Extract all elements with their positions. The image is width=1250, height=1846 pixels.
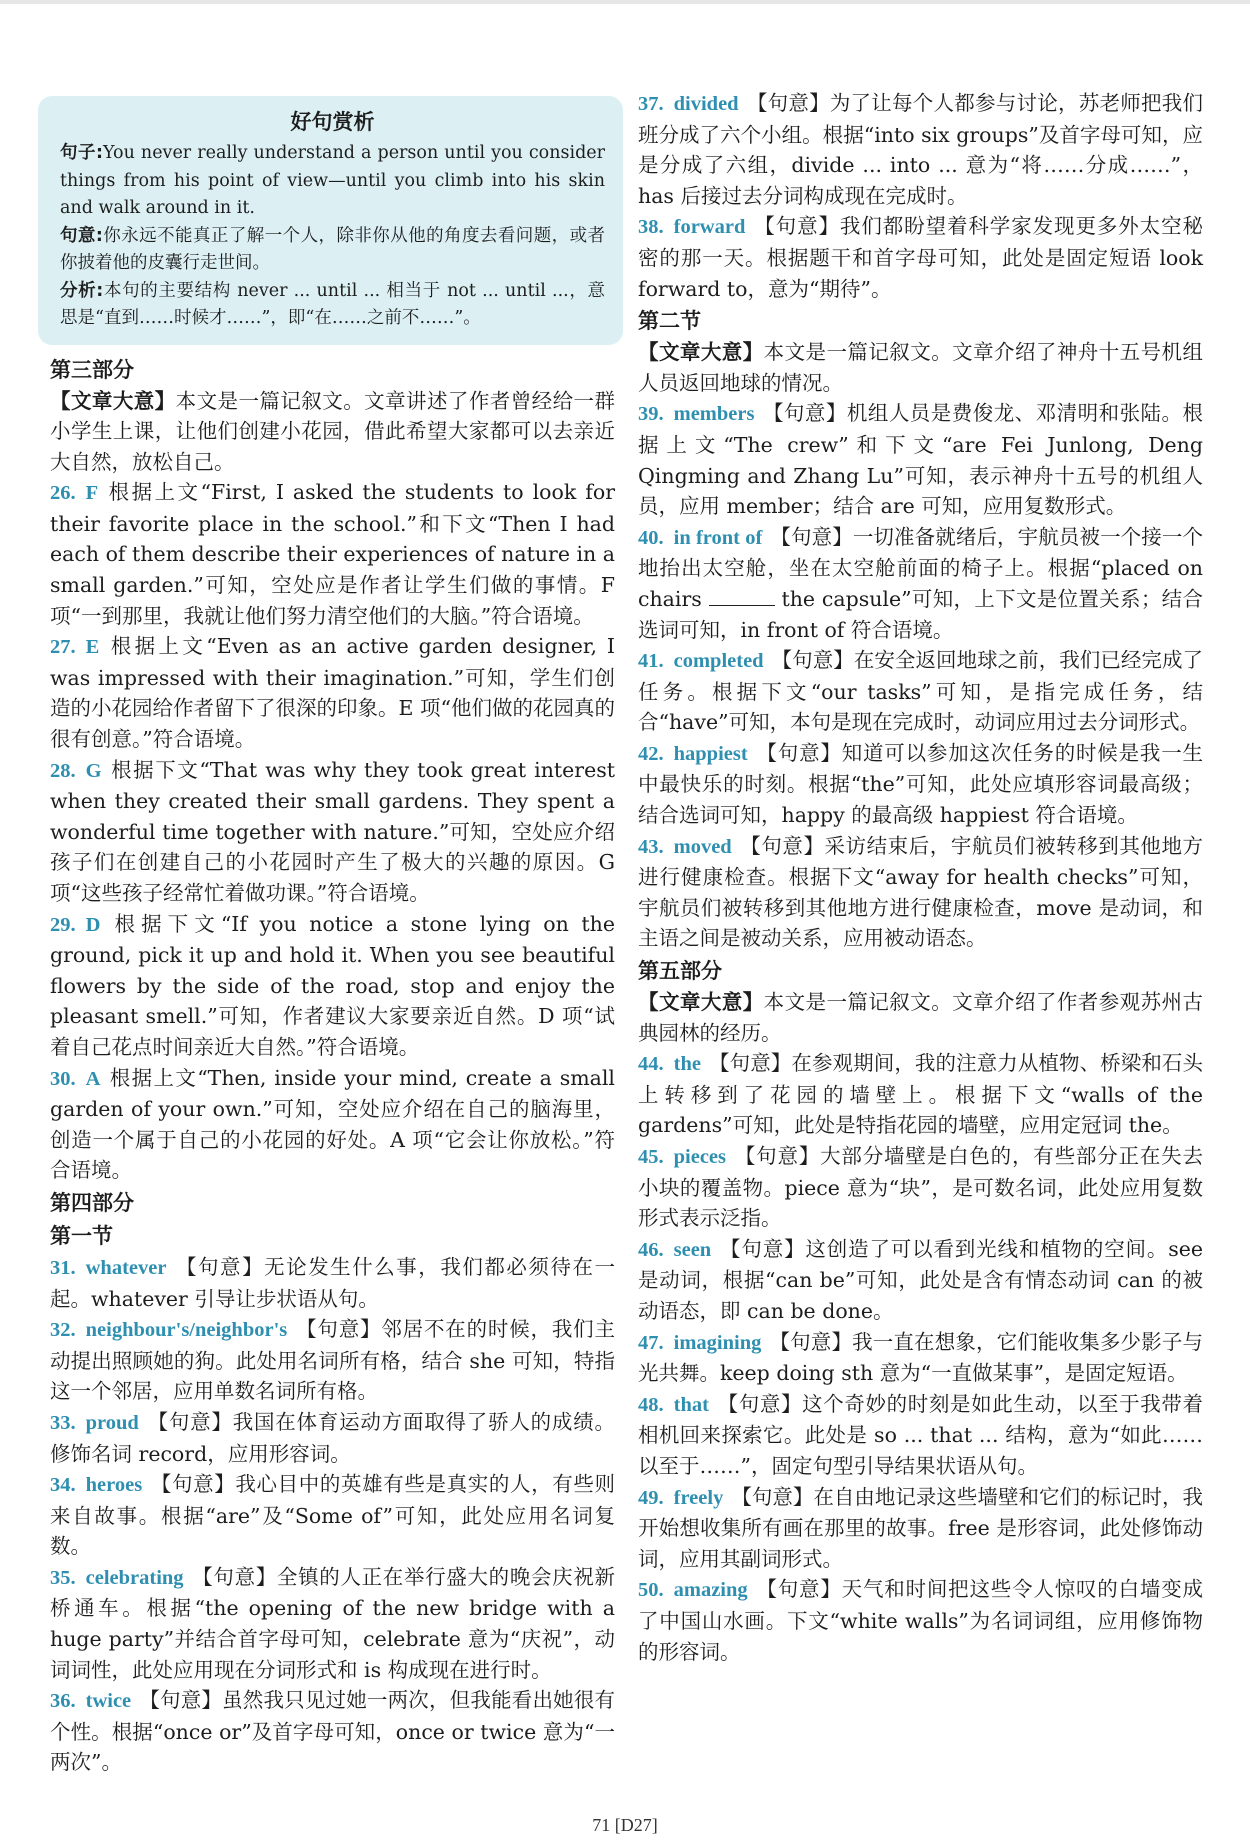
explanation-text: 我国在体育运动方面取得了骄人的成绩。修饰名词 record，应用形容词。 — [50, 1409, 615, 1466]
question-number: 37. — [638, 93, 664, 115]
explanation-text: 机组人员是费俊龙、邓清明和张陆。根据上文“The crew”和下文“are Fei Junlong, Deng Qingming and Zhang Lu”可知，表示神舟十五号的机组人员，应用 member；结合 are 可知，应用复数形式。 — [638, 401, 1204, 519]
answer-word: that — [673, 1393, 709, 1416]
part4-right-items-b — [638, 398, 1203, 954]
question-number: 41. — [638, 650, 664, 673]
part5-summary: 【文章大意】本文是一篇记叙文。文章介绍了作者参观苏州古典园林的经历。 — [638, 990, 1204, 1045]
meaning-tag: 【句意】 — [295, 1317, 382, 1342]
answer-item — [638, 1048, 1203, 1141]
answer-item — [50, 631, 615, 754]
question-number: 45. — [638, 1146, 664, 1168]
meaning-tag: 【句意】 — [719, 1236, 806, 1261]
box-analysis: 分析:本句的主要结构 never ... until ... 相当于 not ... until ...，意思是“直到……时候才……”，即“在……之前不……”。 — [60, 280, 605, 328]
meaning-tag: 【句意】 — [762, 401, 847, 426]
page-footer — [0, 1810, 1250, 1841]
explanation-text: 这创造了可以看到光线和植物的空间。see 是动词，根据“can be”可知，此处是含有情态动词 can 的被动语态，即 can be done。 — [638, 1236, 1204, 1323]
explanation-text: 全镇的人正在举行盛大的晚会庆祝新桥通车。根据“the opening of the new bridge with a huge party”并结合首字母可知，celebrate 意为“庆祝”，动词词性，此处应用现在分词形式和 is 构成现在进行时。 — [50, 1564, 616, 1682]
answer-letter: F — [85, 482, 99, 505]
question-number: 49. — [638, 1486, 664, 1509]
explanation-text: the capsule”可知，上下文是位置关系；结合选词可知，in front of 符合语境。 — [638, 586, 1203, 642]
part3-heading: 第三部分 — [50, 357, 134, 382]
answer-item — [638, 88, 1203, 211]
explanation-text: 在参观期间，我的注意力从植物、桥梁和石头上转移到了花园的墙壁上。根据下文“walls of the gardens”可知，此处是特指花园的墙壁，应用定冠词 the。 — [638, 1051, 1204, 1138]
explanation-text: 在安全返回地球之前，我们已经完成了任务。根据下文“our tasks”可知，是指完成任务，结合“have”可知，本句是现在完成时，动词应用过去分词形式。 — [638, 648, 1204, 735]
left-column — [50, 96, 615, 1778]
explanation-text: 大部分墙壁是白色的，有些部分正在失去小块的覆盖物。piece 意为“块”，是可数名词，此处应用复数形式表示泛指。 — [638, 1144, 1204, 1231]
question-number: 35. — [50, 1566, 76, 1589]
explanation-text: 知道可以参加这次任务的时候是我一生中最快乐的时刻。根据“the”可知，此处应填形容词最高级；结合选词可知，happy 的最高级 happiest 符合语境。 — [638, 740, 1204, 828]
explanation-text: 根据上文“First, I asked the students to look for their favorite place in the school.”和下文“Then I had each of them describe their experiences of nature in a small garden.”可知，空处应是作者让学生们做的事情。F 项“一到那里，我就让他们努力清空他们的大脑。”符合语境。 — [50, 480, 615, 628]
meaning-tag: 【句意】 — [139, 1688, 223, 1713]
question-number: 43. — [638, 835, 664, 858]
answer-item — [50, 1252, 615, 1314]
question-number: 39. — [638, 403, 664, 426]
question-number: 40. — [638, 526, 664, 549]
explanation-text: 我心目中的英雄有些是真实的人，有些则来自故事。根据“are”及“Some of”可知，此处应用名词复数。 — [50, 1472, 616, 1559]
answer-item — [50, 755, 615, 909]
answer-word: imagining — [673, 1331, 762, 1354]
answer-item — [50, 1469, 615, 1562]
explanation-text: 一切准备就绪后，宇航员被一个接一个地抬出太空舱，坐在太空舱前面的椅子上。根据“placed on chairs — [638, 524, 1204, 611]
meaning-tag: 【句意】 — [753, 214, 840, 239]
answer-item — [638, 1482, 1203, 1575]
answer-word: freely — [673, 1486, 724, 1509]
answer-item — [638, 1141, 1203, 1234]
answer-word: whatever — [85, 1256, 167, 1279]
answer-item — [638, 1327, 1203, 1389]
answer-item — [50, 1562, 615, 1685]
meaning-tag: 【句意】 — [146, 1409, 233, 1434]
answer-word: divided — [673, 93, 739, 115]
top-edge — [0, 0, 1250, 4]
part3-items — [50, 477, 615, 1186]
answer-word: moved — [673, 835, 732, 858]
question-number: 26. — [50, 482, 76, 505]
question-number: 42. — [638, 742, 664, 765]
explanation-text: 邻居不在的时候，我们主动提出照顾她的狗。此处用名词所有格，结合 she 可知，特指这一个邻居，应用单数名词所有格。 — [50, 1317, 615, 1404]
answer-word: amazing — [673, 1579, 748, 1602]
answer-letter: D — [85, 913, 101, 936]
meaning-tag: 【句意】 — [755, 740, 842, 765]
meaning-tag: 【句意】 — [191, 1564, 277, 1589]
question-number: 31. — [50, 1256, 76, 1279]
meaning-tag: 【句意】 — [755, 1577, 842, 1602]
explanation-text: 根据下文“If you notice a stone lying on the ground, pick it up and hold it. When you see beautiful flowers by the side of the road, stop and enjoy the pleasant smell.”可知，作者建议大家要亲近自然。D 项“试着自己花点时间亲近大自然。”符合语境。 — [50, 911, 615, 1059]
part4-left-items — [50, 1252, 615, 1778]
meaning-tag: 【句意】 — [174, 1254, 265, 1279]
answer-item — [638, 645, 1203, 738]
answer-item — [50, 1407, 615, 1469]
explanation-text: 在自由地记录这些墙壁和它们的标记时，我开始想收集所有画在那里的故事。free 是形容词，此处修饰动词，应用其副词形式。 — [638, 1484, 1204, 1571]
answer-word: twice — [85, 1690, 132, 1713]
answer-item — [638, 1389, 1203, 1482]
meaning-tag: 【句意】 — [769, 1329, 853, 1354]
answer-item — [638, 1574, 1203, 1667]
answer-letter: E — [85, 636, 100, 659]
answer-word: happiest — [673, 742, 748, 765]
answer-word: celebrating — [85, 1566, 184, 1589]
explanation-text: 根据上文“Then, inside your mind, create a small garden of your own.”可知，空处应介绍在自己的脑海里，创造一个属于自己的小花园的好处。A 项“它会让你放松。”符合语境。 — [50, 1065, 615, 1183]
answer-item — [50, 477, 615, 631]
answer-item — [638, 738, 1203, 831]
question-number: 50. — [638, 1579, 664, 1602]
part4-section2-heading: 第二节 — [638, 309, 701, 334]
question-number: 33. — [50, 1411, 76, 1434]
meaning-tag: 【句意】 — [716, 1391, 803, 1416]
answer-item — [638, 1234, 1203, 1327]
meaning-tag: 【句意】 — [739, 833, 825, 858]
meaning-tag: 【句意】 — [771, 648, 854, 673]
right-column — [638, 88, 1203, 1667]
answer-item — [638, 398, 1203, 521]
part4-section2-summary: 【文章大意】本文是一篇记叙文。文章介绍了神舟十五号机组人员返回地球的情况。 — [638, 340, 1204, 395]
explanation-text: 为了让每个人都参与讨论，苏老师把我们班分成了六个小组。根据“into six groups”及首字母可知，应是分成了六组，divide ... into ... 意为“将……分成……”，has 后接过去分词构成现在完成时。 — [638, 91, 1204, 208]
question-number: 47. — [638, 1331, 664, 1354]
question-number: 29. — [50, 913, 76, 936]
question-number: 44. — [638, 1053, 664, 1076]
answer-item — [638, 522, 1203, 645]
meaning-tag: 【句意】 — [734, 1144, 821, 1168]
part4-heading: 第四部分 — [50, 1190, 134, 1215]
answer-item — [50, 1314, 615, 1407]
blank-line — [709, 585, 775, 606]
question-number: 30. — [50, 1067, 76, 1090]
answer-item — [50, 1685, 615, 1778]
box-sentence: 句子:You never really understand a person until you consider things from his point of view—until you climb into his skin and walk around in it. — [60, 143, 605, 218]
answer-item — [638, 211, 1203, 304]
part4-right-items-a — [638, 88, 1203, 304]
question-number: 27. — [50, 636, 76, 659]
answer-word: heroes — [85, 1474, 143, 1497]
question-number: 34. — [50, 1474, 76, 1497]
box-meaning: 句意:你永远不能真正了解一个人，除非你从他的角度去看问题，或者你披着他的皮囊行走世间。 — [60, 225, 606, 273]
question-number: 28. — [50, 759, 76, 782]
answer-word: completed — [673, 650, 764, 673]
answer-item — [50, 909, 615, 1063]
meaning-tag: 【句意】 — [731, 1484, 814, 1509]
question-number: 36. — [50, 1690, 76, 1713]
question-number: 48. — [638, 1393, 664, 1416]
answer-word: in front of — [673, 526, 763, 549]
meaning-tag: 【句意】 — [150, 1472, 236, 1497]
question-number: 32. — [50, 1319, 76, 1342]
answer-word: members — [673, 403, 755, 426]
explanation-text: 虽然我只见过她一两次，但我能看出她很有个性。根据“once or”及首字母可知，once or twice 意为“一两次”。 — [50, 1688, 616, 1775]
part5-items — [638, 1048, 1203, 1667]
explanation-text: 天气和时间把这些令人惊叹的白墙变成了中国山水画。下文“white walls”为名词词组，应用修饰物的形容词。 — [638, 1577, 1204, 1664]
explanation-text: 根据上文“Even as an active garden designer, I was impressed with their imagination.”可知，学生们创造的小花园给作者留下了很深的印象。E 项“他们做的花园真的很有创意。”符合语境。 — [50, 634, 615, 752]
meaning-tag: 【句意】 — [708, 1051, 792, 1076]
answer-word: neighbour's/neighbor's — [85, 1319, 288, 1342]
part5-heading: 第五部分 — [638, 959, 722, 984]
meaning-tag: 【句意】 — [746, 91, 830, 115]
question-number: 46. — [638, 1238, 664, 1261]
answer-word: proud — [85, 1411, 139, 1434]
question-number: 38. — [638, 216, 664, 239]
answer-word: pieces — [673, 1146, 726, 1168]
answer-item — [638, 831, 1203, 954]
box-title: 好句赏析 — [290, 110, 375, 134]
answer-word: the — [673, 1053, 701, 1076]
answer-word: seen — [673, 1238, 712, 1261]
explanation-text: 这个奇妙的时刻是如此生动，以至于我带着相机回来探索它。此处是 so ... that ... 结构，意为“如此……以至于……”，固定句型引导结果状语从句。 — [638, 1391, 1204, 1478]
explanation-text: 无论发生什么事，我们都必须待在一起。whatever 引导让步状语从句。 — [50, 1254, 616, 1311]
answer-letter: G — [85, 759, 102, 782]
answer-item — [50, 1063, 615, 1186]
explanation-text: 我一直在想象，它们能收集多少影子与光共舞。keep doing sth 意为“一直做某事”，是固定短语。 — [638, 1329, 1204, 1386]
answer-word: forward — [673, 216, 746, 239]
meaning-tag: 【句意】 — [770, 524, 853, 549]
page-number: 71 — [592, 1815, 611, 1835]
sentence-appreciation-box — [38, 96, 623, 345]
page-code: [D27] — [614, 1815, 658, 1835]
explanation-text: 采访结束后，宇航员们被转移到其他地方进行健康检查。根据下文“away for health checks”可知，宇航员们被转移到其他地方进行健康检查，move 是动词，和主语之间是被动关系，应用被动语态。 — [638, 833, 1204, 951]
part3-summary: 【文章大意】本文是一篇记叙文。文章讲述了作者曾经给一群小学生上课，让他们创建小花园，借此希望大家都可以去亲近大自然，放松自己。 — [50, 388, 616, 474]
explanation-text: 根据下文“That was why they took great interest when they created their small gardens. They spent a wonderful time together with nature.”可知，空处应介绍孩子们在创建自己的小花园时产生了极大的兴趣的原因。G 项“这些孩子经常忙着做功课。”符合语境。 — [50, 757, 615, 905]
part4-section1-heading: 第一节 — [50, 1223, 113, 1248]
explanation-text: 我们都盼望着科学家发现更多外太空秘密的那一天。根据题干和首字母可知，此处是固定短语 look forward to，意为“期待”。 — [638, 214, 1204, 301]
answer-letter: A — [85, 1067, 101, 1090]
